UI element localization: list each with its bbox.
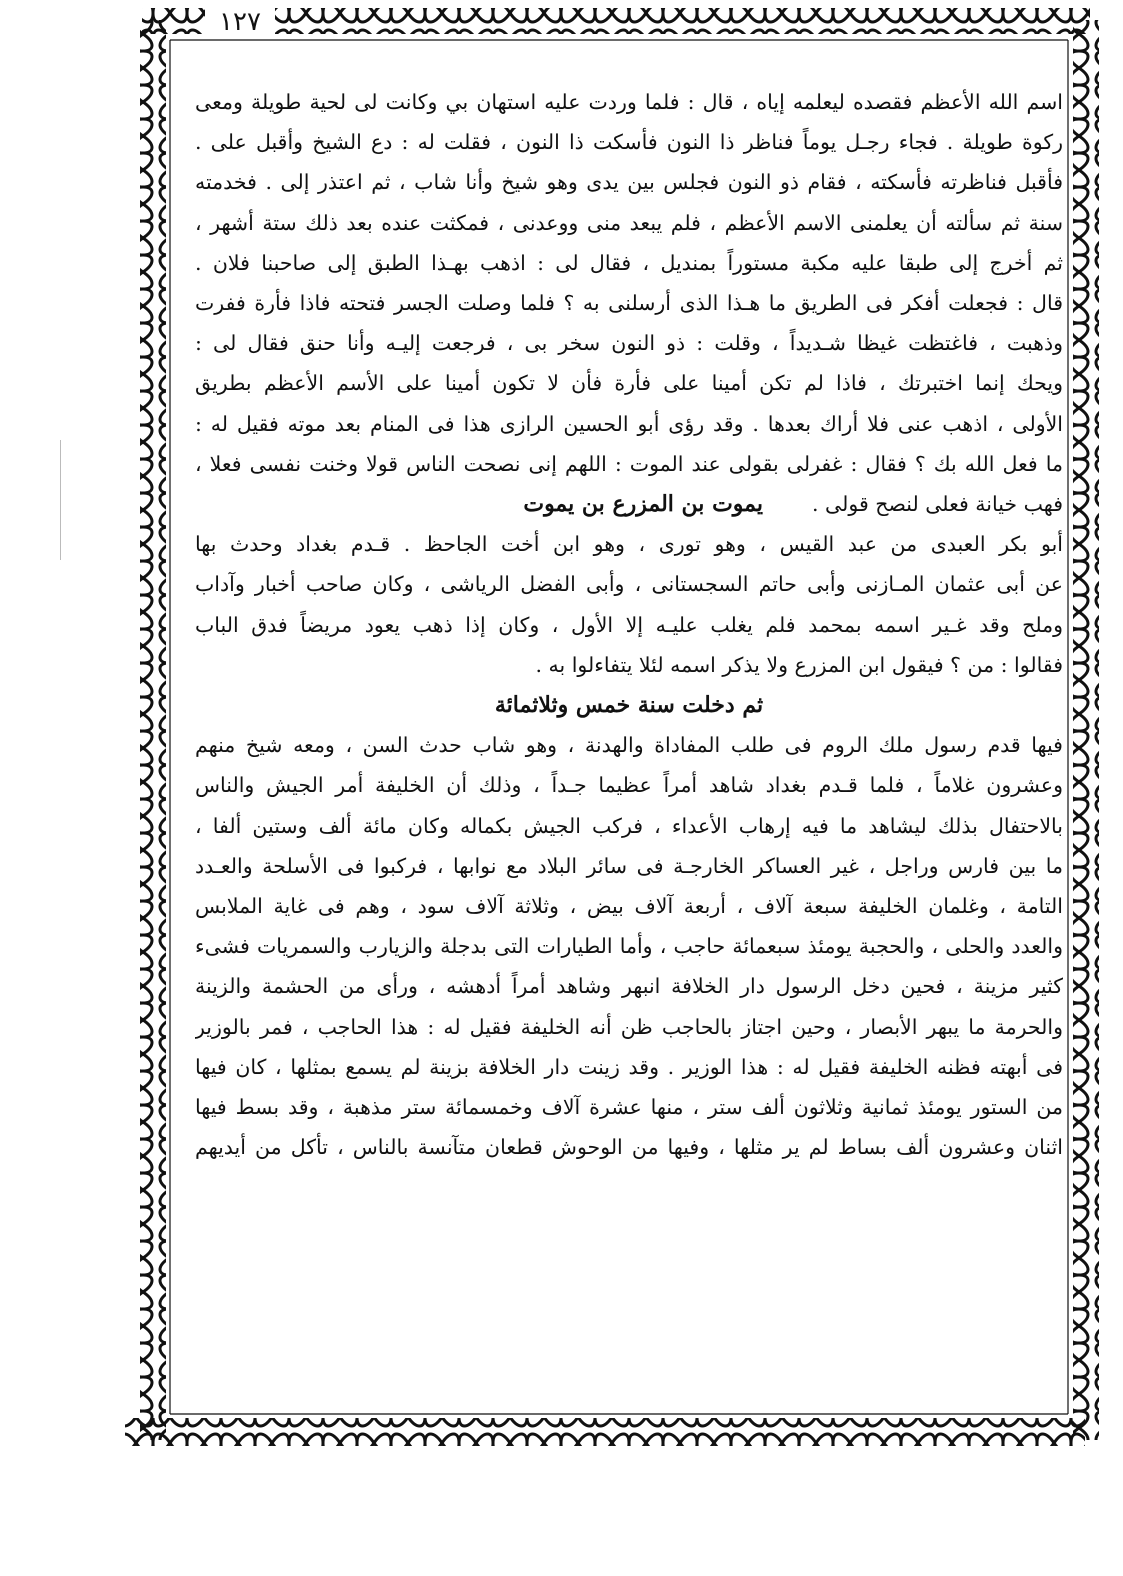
text-line: قال : فجعلت أفكر فى الطريق ما هـذا الذى أرسلنى به ؟ فلما وصلت الجسر فتحته فاذا فأرة ففرت	[195, 291, 1063, 315]
text-line: وملح وقد غـير اسمه بمحمد فلم يغلب عليـه إلا الأول ، وكان إذا ذهب يعود مريضاً فدق الباب	[195, 612, 1063, 637]
text-line: والحرمة ما يبهر الأبصار ، وحين اجتاز بالحاجب ظن أنه الخليفة فقيل له : هذا الحاجب ، فمر بالوزير	[195, 1014, 1063, 1039]
text-line: وعشرون غلاماً ، فلما قـدم بغداد شاهد أمراً عظيما جـداً ، وذلك أن الخليفة أمر الجيش والناس	[195, 773, 1063, 798]
text-line: فيها قدم رسول ملك الروم فى طلب المفاداة والهدنة ، وهو شاب حدث السن ، ومعه شيخ منهم	[195, 733, 1063, 758]
text-line: اسم الله الأعظم فقصده ليعلمه إياه ، قال : فلما وردت عليه استهان بي وكانت لى لحية طويلة ومعى	[195, 90, 1063, 114]
text-line: فى أبهته فظنه الخليفة فقيل له : هذا الوزير . وقد زينت دار الخلافة بزينة لم يسمع بمثلها ، كان فيها	[195, 1054, 1063, 1079]
text-line: ويحك إنما اختبرتك ، فاذا لم تكن أمينا على فأرة فأن لا تكون أمينا على الأسم الأعظم بطريق	[195, 371, 1063, 396]
text-line: سنة ثم سألته أن يعلمنى الاسم الأعظم ، فلم يبعد منى ووعدنى ، فمكثت عنده بعد ذلك ستة أشهر ،	[195, 210, 1063, 235]
biography-heading: يموت بن المزرع بن يموت	[523, 491, 763, 517]
text-line: الأولى ، اذهب عنى فلا أراك بعدها . وقد رؤى أبو الحسين الرازى هذا فى المنام بعد موته فقيل له :	[195, 411, 1063, 436]
text-line: اثنان وعشرون ألف بساط لم ير مثلها ، وفيها من الوحوش قطعان متآنسة بالناس ، تأكل من أيديهم	[195, 1135, 1063, 1160]
year-heading: ثم دخلت سنة خمس وثلاثمائة	[494, 692, 764, 718]
text-body	[195, 82, 1063, 1402]
text-line: فقالوا : من ؟ فيقول ابن المزرع ولا يذكر اسمه لئلا يتفاءلوا به .	[535, 652, 1063, 677]
text-line: فأقبل فناظرته فأسكته ، فقام ذو النون فجلس بين يدى وهو شيخ وأنا شاب ، ثم اعتذر إلى . فخدمته	[195, 170, 1063, 195]
text-line: عن أبى عثمان المـازنى وأبى حاتم السجستانى ، وأبى الفضل الرياشى ، وكان صاحب أخبار وآداب	[195, 572, 1063, 597]
text-line: بالاحتفال بذلك ليشاهد ما فيه إرهاب الأعداء ، فركب الجيش بكماله وكان مائة ألف وستين ألفا ،	[195, 813, 1063, 838]
scan-artifact-line	[60, 440, 61, 560]
text-line: وذهبت ، فاغتظت غيظا شـديداً ، وقلت : ذو النون سخر بى ، فرجعت إليـه وأنا حنق فقال لى :	[195, 331, 1063, 356]
text-line: ركوة طويلة . فجاء رجـل يوماً فناظر ذا النون فأسكت ذا النون ، فقلت له : دع الشيخ وأقبل على .	[195, 130, 1063, 155]
text-line: ما فعل الله بك ؟ فقال : غفرلى بقولى عند الموت : اللهم إنى نصحت الناس قولا وخنت نفسى فعلا ،	[195, 451, 1063, 476]
text-line: من الستور يومئذ ثمانية وثلاثون ألف ستر ، منها عشرة آلاف وخمسمائة ستر مذهبة ، وقد بسط فيها	[195, 1095, 1063, 1119]
page-number: ١٢٧	[205, 6, 275, 38]
text-line: أبو بكر العبدى من عبد القيس ، وهو تورى ، وهو ابن أخت الجاحظ . قـدم بغداد وحدث بها	[195, 532, 1063, 557]
text-line: ثم أخرج إلى طبقا عليه مكبة مستوراً بمنديل ، فقال لى : اذهب بهـذا الطبق إلى صاحبنا فلان .	[195, 250, 1063, 275]
text-line: كثير مزينة ، فحين دخل الرسول دار الخلافة انبهر وشاهد أمراً أدهشه ، ورأى من الحشمة والزينة	[195, 974, 1063, 999]
text-line: ما بين فارس وراجل ، غير العساكر الخارجـة فى سائر البلاد مع نوابها ، فركبوا فى الأسلحة والعـدد	[195, 853, 1063, 878]
text-line: التامة ، وغلمان الخليفة سبعة آلاف ، أربعة آلاف بيض ، وثلاثة آلاف سود ، وهم فى غاية الملابس	[195, 894, 1063, 918]
text-line: والعدد والحلى ، والحجبة يومئذ سبعمائة حاجب ، وأما الطيارات التى بدجلة والزيارب والسمريات فشىء	[195, 934, 1063, 959]
text-line: فهب خيانة فعلى لنصح قولى .	[811, 492, 1063, 516]
